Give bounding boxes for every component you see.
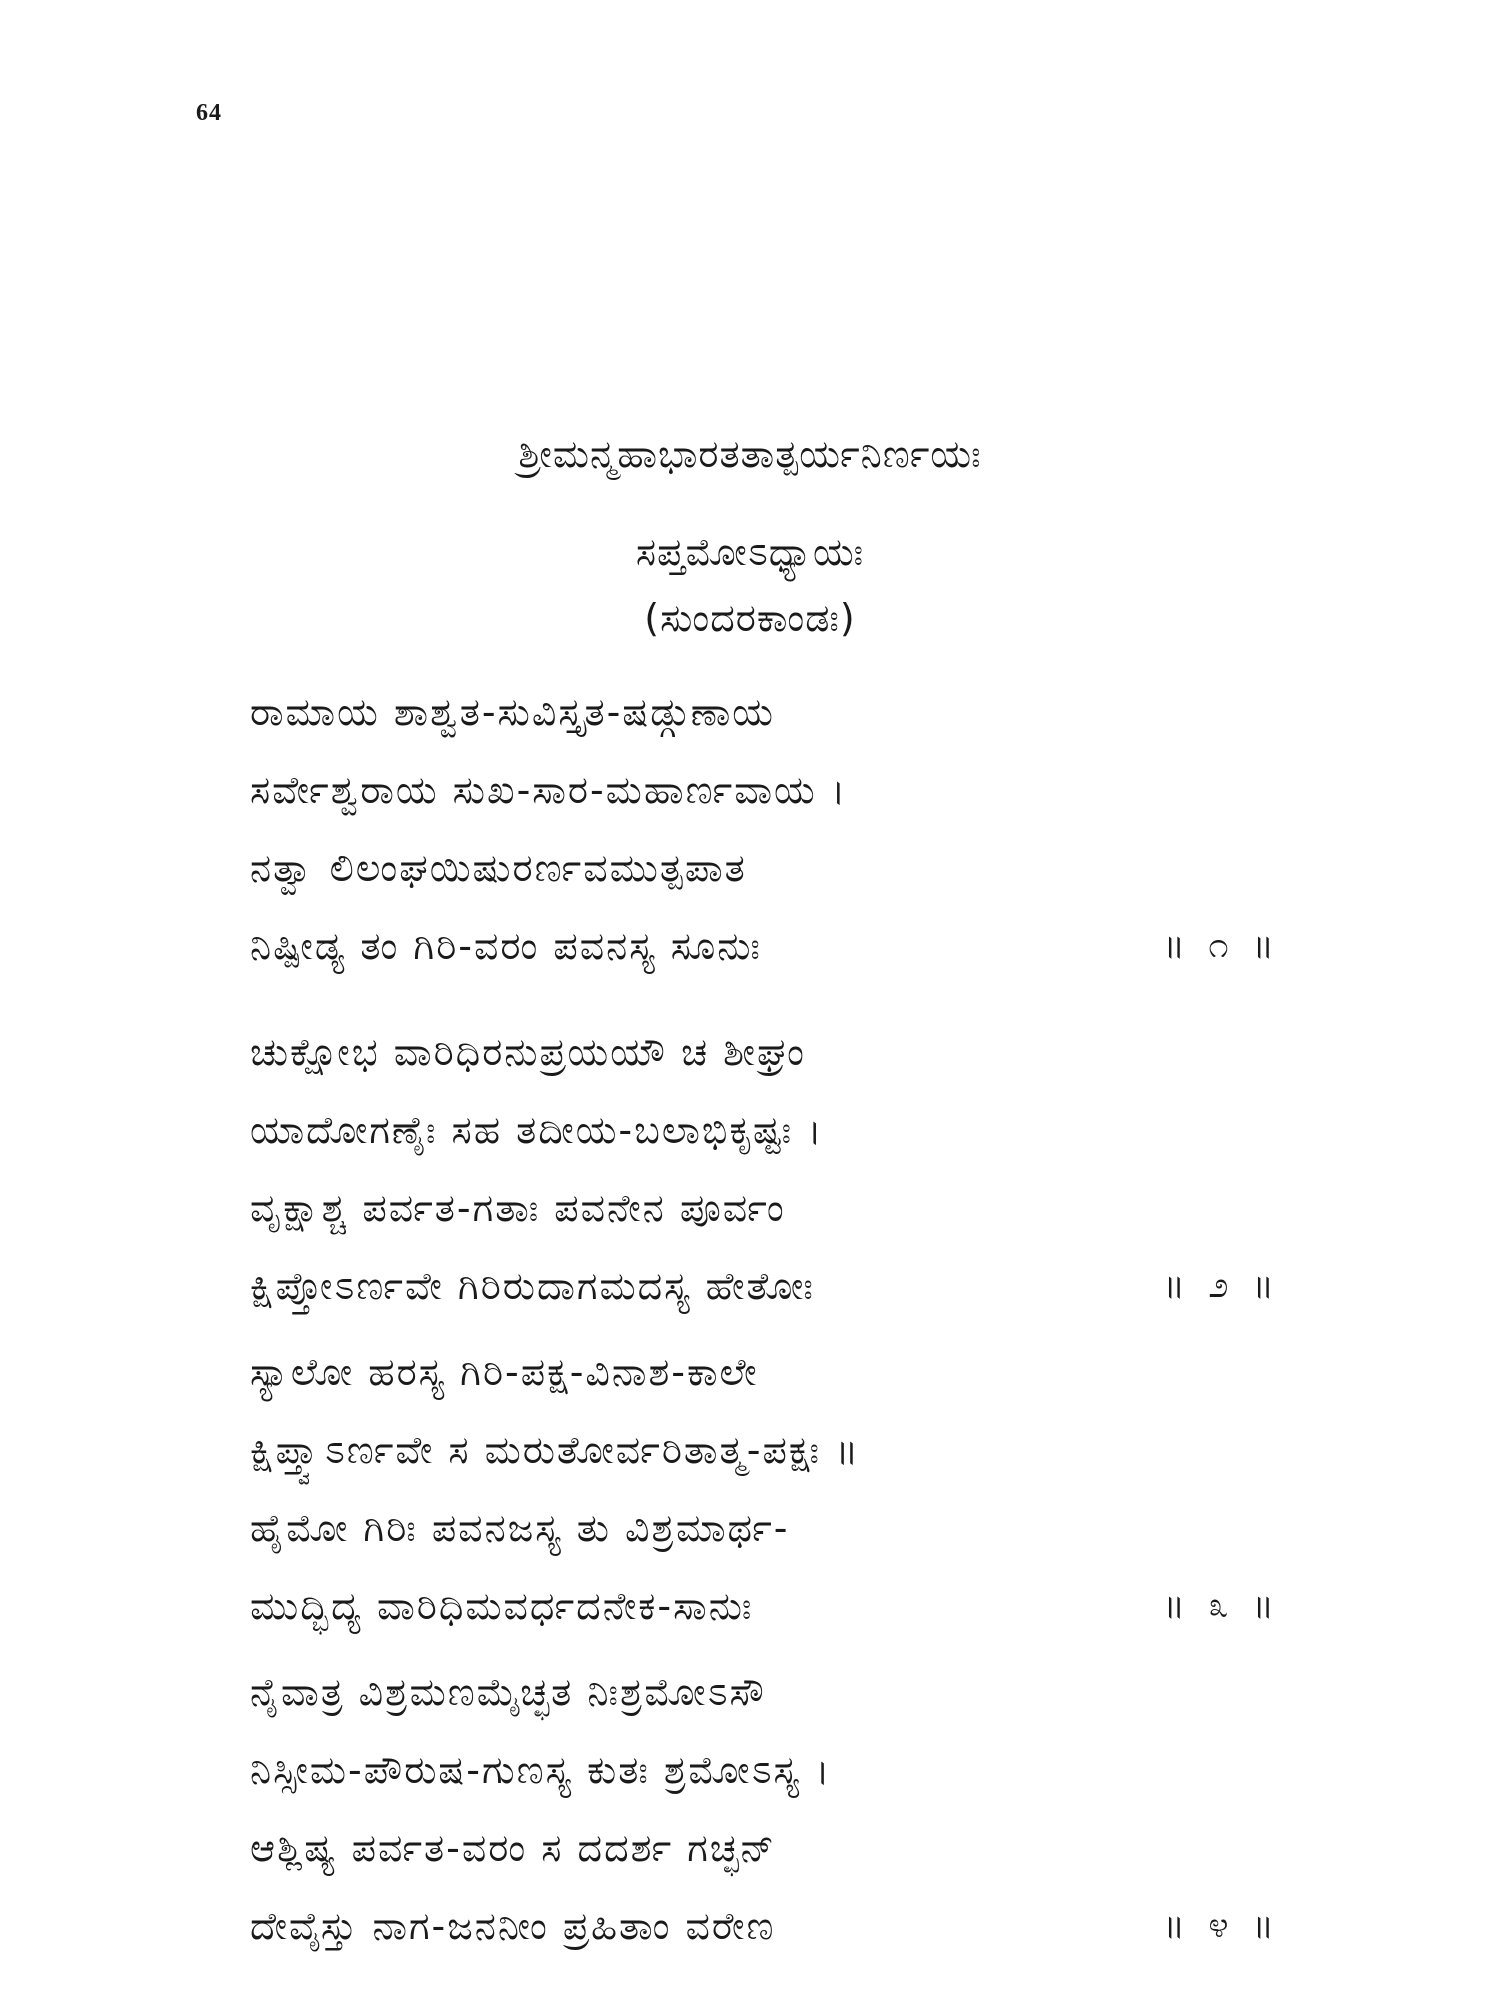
verse-line: ಹೈಮೋ ಗಿರಿಃ ಪವನಜಸ್ಯ ತು ವಿಶ್ರಮಾರ್ಥ- [250, 1506, 790, 1550]
verse-text: ಕ್ಷಿಪ್ತೋಽರ್ಣವೇ ಗಿರಿರುದಾಗಮದಸ್ಯ ಹೇತೋಃ [250, 1264, 815, 1308]
chapter-title: ಸಪ್ತಮೋಽಧ್ಯಾಯಃ [635, 530, 865, 574]
verse-line: ಸರ್ವೇಶ್ವರಾಯ ಸುಖ-ಸಾರ-ಮಹಾರ್ಣವಾಯ । [250, 768, 848, 812]
verse-text: ದೇವೈಸ್ತು ನಾಗ-ಜನನೀಂ ಪ್ರಹಿತಾಂ ವರೇಣ [250, 1904, 776, 1948]
verse-line: ನಿಸ್ಸೀಮ-ಪೌರುಷ-ಗುಣಸ್ಯ ಕುತಃ ಶ್ರಮೋಽಸ್ಯ । [250, 1748, 832, 1792]
verse-line: ಆಶ್ಲಿಷ್ಯ ಪರ್ವತ-ವರಂ ಸ ದದರ್ಶ ಗಚ್ಛನ್ [250, 1826, 777, 1870]
verse-line: ವೃಕ್ಷಾಶ್ಚ ಪರ್ವತ-ಗತಾಃ ಪವನೇನ ಪೂರ್ವಂ [250, 1186, 786, 1230]
verse-3 [250, 1333, 1300, 1645]
verse-line: ನೈವಾತ್ರ ವಿಶ್ರಮಣಮೈಚ್ಛತ ನಿಃಶ್ರಮೋಽಸೌ [250, 1670, 766, 1714]
verse-line: ನತ್ವಾ ಲಿಲಂಘಯಿಷುರರ್ಣವಮುತ್ಪಪಾತ [250, 846, 747, 890]
verse-line [250, 1887, 1300, 1965]
verse-line: ರಾಮಾಯ ಶಾಶ್ವತ-ಸುವಿಸ್ತೃತ-ಷಡ್ಗುಣಾಯ [250, 690, 775, 734]
book-title: ಶ್ರೀಮನ್ಮಹಾಭಾರತತಾತ್ಪರ್ಯನಿರ್ಣಯಃ [518, 432, 982, 476]
verse-number: ॥ ೨ ॥ [1163, 1265, 1280, 1306]
verse-number: ॥ ೩ ॥ [1163, 1585, 1280, 1626]
verse-line [250, 907, 1300, 985]
verse-2 [250, 1013, 1300, 1325]
verse-line: ಸ್ಯಾಲೋ ಹರಸ್ಯ ಗಿರಿ-ಪಕ್ಷ-ವಿನಾಶ-ಕಾಲೇ [250, 1350, 759, 1394]
verse-line [250, 1567, 1300, 1645]
page-number: 64 [196, 100, 222, 126]
verse-number: ॥ ೧ ॥ [1163, 925, 1280, 966]
verse-line: ಚುಕ್ಷೋಭ ವಾರಿಧಿರನುಪ್ರಯಯೌ ಚ ಶೀಘ್ರಂ [250, 1030, 806, 1074]
section-title: (ಸುಂದರಕಾಂಡಃ) [644, 596, 856, 640]
verse-number: ॥ ೪ ॥ [1163, 1905, 1280, 1946]
verse-text: ನಿಷ್ಪೀಡ್ಯ ತಂ ಗಿರಿ-ವರಂ ಪವನಸ್ಯ ಸೂನುಃ [250, 924, 762, 968]
verse-4 [250, 1653, 1300, 1965]
verse-line [250, 1247, 1300, 1325]
verse-text: ಮುದ್ಭಿದ್ಯ ವಾರಿಧಿಮವರ್ಧದನೇಕ-ಸಾನುಃ [250, 1584, 754, 1628]
verse-line: ಕ್ಷಿಪ್ತ್ವಾಽರ್ಣವೇ ಸ ಮರುತೋರ್ವರಿತಾತ್ಮ-ಪಕ್ಷಃ ॥ [250, 1428, 861, 1472]
verse-1 [250, 673, 1300, 985]
verse-line: ಯಾದೋಗಣೈಃ ಸಹ ತದೀಯ-ಬಲಾಭಿಕೃಷ್ಟಃ । [250, 1108, 824, 1152]
